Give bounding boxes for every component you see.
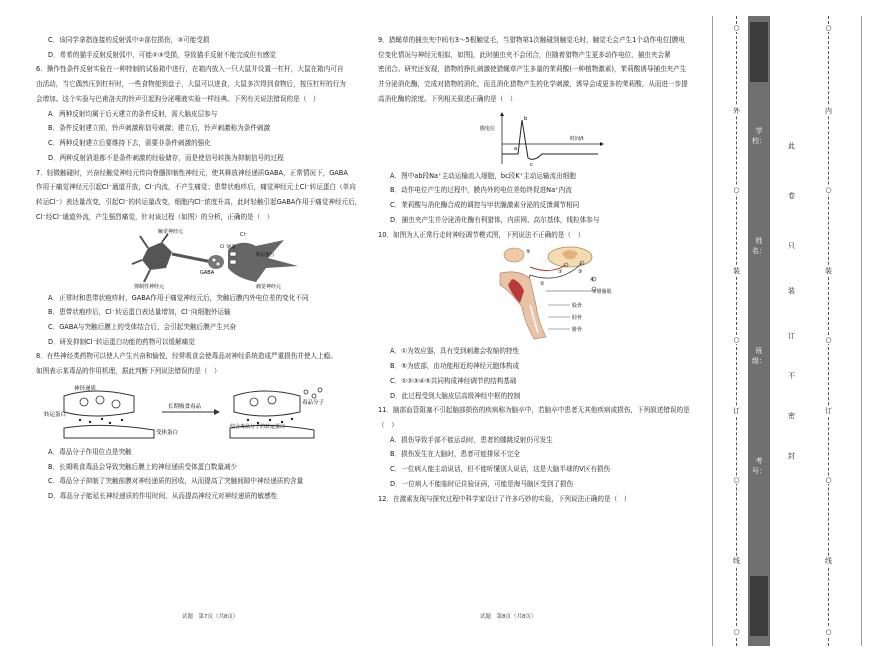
label-1: ① (558, 269, 563, 276)
option-6d: D．两种反射消退都不是条件刺激的经验储存，而是使信号转换为抑制信号的过程 (48, 153, 284, 162)
question-6-line: 由活动，当它偶然压到杠杆时，一些食物便到盘子，大鼠可以进食，大鼠多次得到食物后，按压杠杆的行为 (36, 80, 346, 89)
option-10b: B．⑤为底部，由功能相近的神经元胞体构成 (390, 362, 520, 371)
question-7-line: 转运Cl⁻）表达量改变，引起Cl⁻的转运量改变，细胞内Cl⁻浓度升高，此时轻触引起GABA作用于痛觉神经元后， (36, 198, 362, 207)
inner-dashed-line (818, 16, 840, 646)
notice-char: 不 (788, 372, 795, 380)
option-6b: B．条件反射建立前，铃声刺激称信号刺激；建立后，铃声刺激称为条件刺激 (48, 124, 271, 133)
option-11c: C．一位病人能主动说话，但不能听懂别人说话，这是大脑半球的V区有损伤 (390, 465, 611, 474)
label-long-term-drug-use: 长期吸食毒品 (168, 403, 202, 410)
label-drug-bound-transporter: 结合毒品分子的转运蛋白 (230, 423, 286, 430)
option-7c: C．GABA与突触后膜上的受体结合后，会引起突触后膜产生兴奋 (48, 323, 237, 332)
notice-char: 密 (788, 412, 795, 420)
dash-mark: 装 (822, 266, 835, 276)
label-2: ② (540, 281, 545, 288)
dash-mark: ○ (730, 336, 743, 344)
label-drug-molecule: 毒品分子 (302, 399, 325, 406)
label-pain-neuron: 痛觉神经元 (256, 283, 282, 290)
page-footer-7: 试题 第7页（共8页） (182, 614, 239, 620)
dash-mark: 外 (730, 106, 743, 116)
label-transporter: 转运蛋白 (256, 252, 274, 258)
binding-area (726, 16, 844, 646)
outer-dashed-line (726, 16, 748, 646)
option-9c: C．茉莉酸与消化酶合成的调控与甲状腺激素分泌的反馈调节相同 (390, 201, 580, 210)
question-8-line: 8．有些神经类药物可以使人产生兴奋和愉悦，经常吸食会使毒品对神经系统造成严重损伤并使人上瘾。 (36, 352, 337, 361)
option-11b: B．损伤发生在大脑时，患者可能排尿不完全 (390, 450, 520, 459)
label-touch-neuron: 触觉神经元 (158, 228, 184, 235)
label-inhibitory-neuron: 抑制性神经元 (134, 283, 165, 290)
label-exam-number: 考号： (752, 457, 766, 475)
option-7b: B．患带状疱疹后，Cl⁻转运蛋白表达量增加，Cl⁻向细胞外运输 (48, 308, 231, 317)
label-c: c (530, 161, 533, 168)
student-info-band (748, 16, 770, 646)
notice-char: 卷 (788, 192, 795, 200)
label-tibia: 胫骨 (572, 315, 583, 322)
dash-mark: 线 (730, 556, 743, 566)
option-10a: A．①为效应器，具有受到刺激会收缩的特性 (390, 347, 520, 356)
label-b: b (524, 115, 528, 122)
dash-mark: 装 (730, 266, 743, 276)
question-7-line: Cl⁻经Cl⁻通道外流，产生强烈痛觉，针对该过程（如图）的分析，正确的是（ ） (36, 212, 274, 221)
question-7-line: 作用于痛觉神经元引起Cl⁻通道开放，Cl⁻内流，不产生痛觉；患带状疱疹后，痛觉神经元上Cl⁻转运蛋白（单向 (36, 183, 356, 192)
question-12-line: 12．在激素发现与探究过程中科学家设计了许多巧妙的实验，下列说法正确的是（ ） (378, 494, 631, 503)
question-8-line: 如图表示某毒品的作用机理，据此判断下列说法错误的是（ ） (36, 367, 221, 376)
label-cl-channel: Cl⁻通道 (220, 244, 236, 250)
label-transporter-protein: 转运蛋白 (44, 411, 67, 418)
option-6a: A．两种反射均属于后天建立的条件反射，需大脑皮层参与 (48, 109, 218, 118)
label-time: 时间/t (570, 135, 584, 142)
question-9-line: 高消化酶的浓度。下列相关叙述正确的是（ ） (378, 94, 517, 103)
label-membrane-potential: 膜电位 (480, 125, 496, 132)
question-9-line: 位变化情况与神经元相似，如图]，此时捕虫夹不会闭合，但随着猎物产生更多动作电位，捕虫夹会紧 (378, 50, 671, 59)
dash-mark: ○ (730, 24, 743, 32)
notice-char: 封 (788, 452, 795, 460)
dash-mark: ○ (822, 24, 835, 32)
dash-mark: ○ (822, 186, 835, 194)
label-femur: 股骨 (572, 303, 583, 310)
option-10d: D．此过程受到大脑皮层高级神经中枢的控制 (390, 391, 521, 400)
notice-char: 只 (788, 242, 795, 250)
page-footer-8: 试题 第8页（共8页） (480, 614, 537, 620)
label-gastrocnemius: ①腓肠肌 (592, 289, 612, 296)
right-column (378, 36, 713, 509)
dash-mark: ○ (822, 336, 835, 344)
figure-7-neurons (128, 228, 308, 290)
option-9b: B．动作电位产生的过程中，膜内外的电位差始终促进Na⁺内流 (390, 186, 572, 195)
question-7-line: 7．轻微触碰时，兴奋经触觉神经元传向脊髓抑制性神经元，使其释放神经递质GABA，正常情况下，GABA (36, 168, 348, 177)
text-line: C．该同学拿指连接的反射弧中②部位损伤，③可能受损 (48, 36, 210, 44)
notice-char: 此 (788, 142, 795, 150)
question-9-line: 并分泌消化酶，完成对猎物的消化，而且消化猎物产生的化学刺激，诱导会成更多的茉莉酸，从而进一步提 (378, 80, 688, 89)
text-line: D．希希的猫手反射反射弧中，可能②③受损，导致猫手反射不能完成但有感觉 (48, 50, 276, 59)
label-4: ④ (590, 277, 595, 284)
option-7a: A．正常时和患带状疱疹时，GABA作用于痛觉神经元后，突触后膜内外电位差的变化不同 (48, 293, 309, 302)
option-9d: D．捕虫夹产生并分泌消化酶有利猎体，内质网、高尔基体，线粒体参与 (390, 215, 600, 224)
question-9-line: 9．猎蝇草的捕虫夹中间有3～5根触觉毛，当猎物第1次触碰到触觉毛时，触觉毛会产生1个动作电位[膜电 (378, 36, 686, 44)
label-school: 学校： (752, 127, 766, 145)
dash-mark: 线 (822, 556, 835, 566)
option-8b: B．长期吸食毒品会导致突触后膜上的神经递质受体蛋白数量减少 (48, 462, 238, 471)
dash-mark: 订 (730, 406, 743, 416)
notice-char: 装 (788, 287, 795, 295)
option-6c: C．两种反射建立后要维持下去，需要非条件刺激的强化 (48, 139, 211, 148)
figure-9-action-potential (478, 110, 608, 168)
option-9a: A．图中ab段Na⁺主动运输流入细胞，bc段K⁺主动运输流出细胞 (390, 171, 576, 180)
label-3: ③ (578, 269, 583, 276)
label-5: ⑤ (526, 249, 531, 256)
option-10c: C．①②③④⑤共同构成神经调节的结构基础 (390, 376, 517, 385)
label-class: 班级： (752, 347, 766, 365)
dash-mark: 内 (822, 106, 835, 116)
dash-mark: 订 (822, 406, 835, 416)
dash-mark: ○ (730, 476, 743, 484)
figure-10-walking-reflex (490, 245, 640, 343)
question-11-line: （ ） (378, 421, 398, 430)
option-11d: D．一位病人不能临时记住验证码，可能是海马脑区受到了损伤 (390, 479, 574, 488)
option-11a: A．损伤导致手部不能运动时，患者的膝跳反射仍可发生 (390, 435, 553, 444)
label-fibula: 腓骨 (572, 327, 583, 334)
label-name: 姓名： (752, 237, 766, 255)
question-6-line: 会增加。这个实验与巴甫洛夫的铃声引起狗分泌唾液实验一样经典。下列有关说法错误的是（ ） (36, 94, 320, 103)
label-cl-ion: Cl⁻ (240, 231, 248, 238)
label-receptor-protein: 受体蛋白 (156, 429, 179, 436)
dash-mark: ○ (822, 628, 835, 636)
left-column (36, 36, 371, 507)
option-7d: D．研发抑制Cl⁻转运蛋白功能的药物可以缓解痛觉 (48, 337, 195, 346)
option-8d: D．毒品分子能延长神经递质的作用时间，从而提高神经元对神经递质的敏感性 (48, 492, 278, 501)
question-11-line: 11．脑部血管阻塞不引起脑部损伤的疾病称为脑卒中，若脑卒中患者无其他疾病或损伤，下列叙述错误的是 (378, 406, 690, 415)
dash-mark: ○ (730, 186, 743, 194)
notice-column (784, 16, 806, 646)
option-8c: C．毒品分子抑制了突触前膜对神经递质的回收，从而提高了突触间隙中神经递质的含量 (48, 477, 304, 486)
question-6-line: 6．操作性条件反射实验在一种特制的试验箱中进行，在箱内放入一只大鼠并设置一杠杆，大鼠在箱内可自 (36, 65, 344, 74)
question-9-line: 密闭合。研究还发现，猎物的挣扎刺激使猎蝇草产生多量的茉莉酸(一种植物激素)，茉莉酸诱导捕虫夹产生 (378, 65, 687, 74)
label-neurotransmitter: 神经递质 (74, 385, 97, 392)
option-8a: A．毒品分子作用位点是突触 (48, 447, 132, 456)
dash-mark: ○ (730, 628, 743, 636)
label-gaba: GABA (200, 269, 215, 276)
figure-8-drug-mechanism (44, 382, 334, 444)
question-10-line: 10．如图为人正常行走时神经调节模式图，下列说法不正确的是（ ） (378, 230, 585, 239)
label-a: a (514, 145, 518, 152)
dash-mark: ○ (822, 476, 835, 484)
notice-char: 订 (788, 332, 795, 340)
